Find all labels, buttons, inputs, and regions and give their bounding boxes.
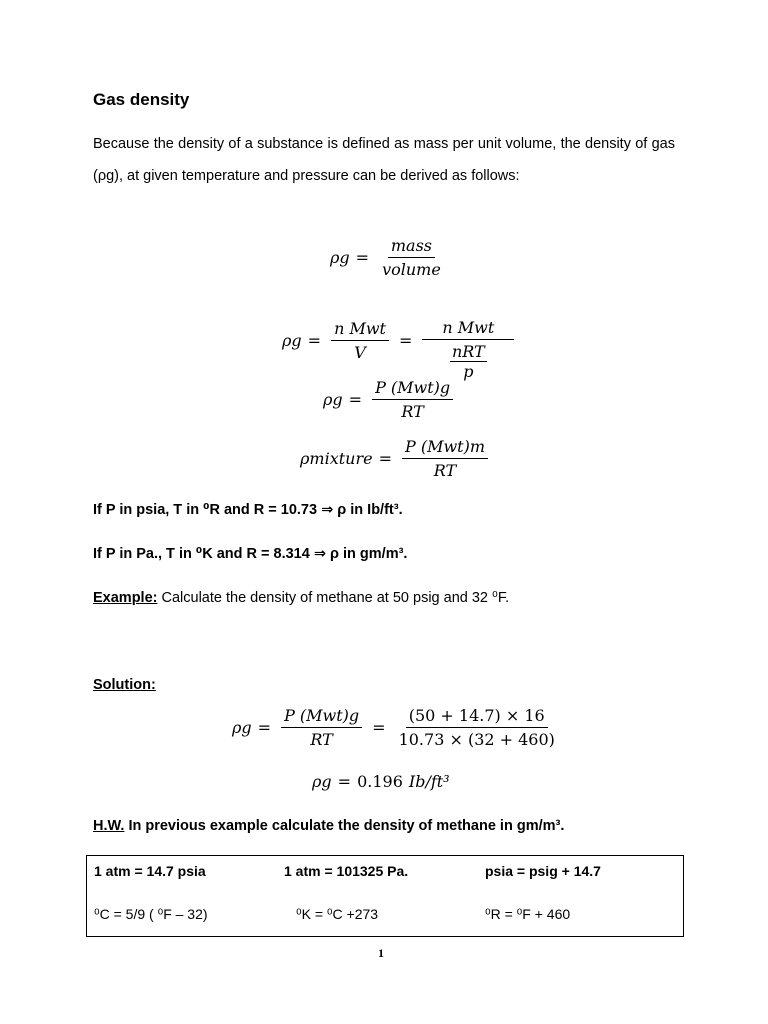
conversion-cell: ⁰R = ⁰F + 460 — [485, 906, 571, 922]
conversion-cell: ⁰K = ⁰C +273 — [296, 906, 379, 922]
eq2-denominator-1: V — [354, 343, 366, 362]
homework-label: H.W. — [93, 818, 125, 834]
example-label: Example: — [93, 590, 158, 606]
page-number: 1 — [378, 946, 384, 960]
equation-mixture-density: ρmixture = $\frac{\text{P (Mwt)m}}{RT}$ — [300, 437, 492, 480]
section-heading: Gas density — [93, 90, 190, 109]
eq3-numerator: P (Mwt)g — [372, 378, 453, 400]
eq4-numerator: P (Mwt)m — [402, 437, 488, 459]
eq4-denominator: RT — [433, 461, 457, 480]
sol-numerator-2: (50 + 14.7) × 16 — [406, 706, 548, 728]
eq1-denominator: volume — [382, 260, 441, 279]
eq1-numerator: mass — [388, 236, 435, 258]
conversion-cell: ⁰C = 5/9 ( ⁰F – 32) — [94, 906, 208, 922]
eq4-lhs: ρmixture — [300, 449, 373, 468]
unit-line-field: If P in psia, T in ⁰R and R = 10.73 ⇒ ρ in Ib/ft³. — [93, 502, 403, 518]
solution-equation: ρg = $\frac{\text{P (Mwt)g}}{RT}$ = $\frac{(50 + 14.7) \times 16}{10.73 \times (32 + 460)}$ — [232, 706, 562, 749]
equation-density-definition: ρg = $\frac{\text{mass}}{\text{volume}}$ — [330, 236, 448, 279]
conversion-table — [86, 855, 684, 937]
eq2-inner-denominator: p — [463, 362, 474, 381]
sol-denominator-1: RT — [310, 730, 333, 749]
sol-numerator-1: P (Mwt)g — [281, 706, 362, 728]
eq3-denominator: RT — [401, 402, 424, 421]
eq3-lhs: ρg — [323, 390, 343, 409]
eq2-inner-numerator: nRT — [451, 342, 485, 361]
conversion-cell: psia = psig + 14.7 — [485, 863, 601, 879]
example-line — [93, 590, 509, 606]
result-unit: Ib/ft³ — [408, 772, 450, 791]
eq1-lhs: ρg — [330, 248, 350, 267]
conversion-cell: 1 atm = 101325 Pa. — [284, 863, 409, 879]
homework-line — [93, 818, 564, 834]
sol-denominator-2: 10.73 × (32 + 460) — [398, 730, 555, 749]
eq2-lhs: ρg — [282, 331, 302, 350]
equation-gas-density: ρg = $\frac{\text{P (Mwt)g}}{RT}$ — [323, 378, 457, 421]
equation-ideal-gas-density: ρg = $\frac{\text{n Mwt}}{V}$ = n Mwt nRT p — [282, 300, 518, 381]
homework-text: In previous example calculate the density of methane in gm/m³. — [124, 818, 565, 834]
result-equation: ρg = 0.196 Ib/ft³ — [312, 772, 450, 791]
sol-lhs: ρg — [232, 718, 252, 737]
solution-label: Solution: — [93, 677, 156, 693]
eq2-numerator-1: n Mwt — [331, 319, 389, 341]
unit-line-si: If P in Pa., T in ⁰K and R = 8.314 ⇒ ρ in gm/m³. — [93, 546, 408, 562]
result-lhs: ρg — [312, 772, 332, 791]
example-text: Calculate the density of methane at 50 psig and 32 ⁰F. — [157, 590, 510, 606]
conversion-cell: 1 atm = 14.7 psia — [94, 863, 206, 879]
eq2-numerator-2: n Mwt — [422, 318, 514, 340]
result-value: 0.196 — [357, 772, 403, 791]
intro-paragraph: Because the density of a substance is defined as mass per unit volume, the density of gas (ρg), at given temperature and pressure can be derived as follows: — [93, 136, 675, 184]
